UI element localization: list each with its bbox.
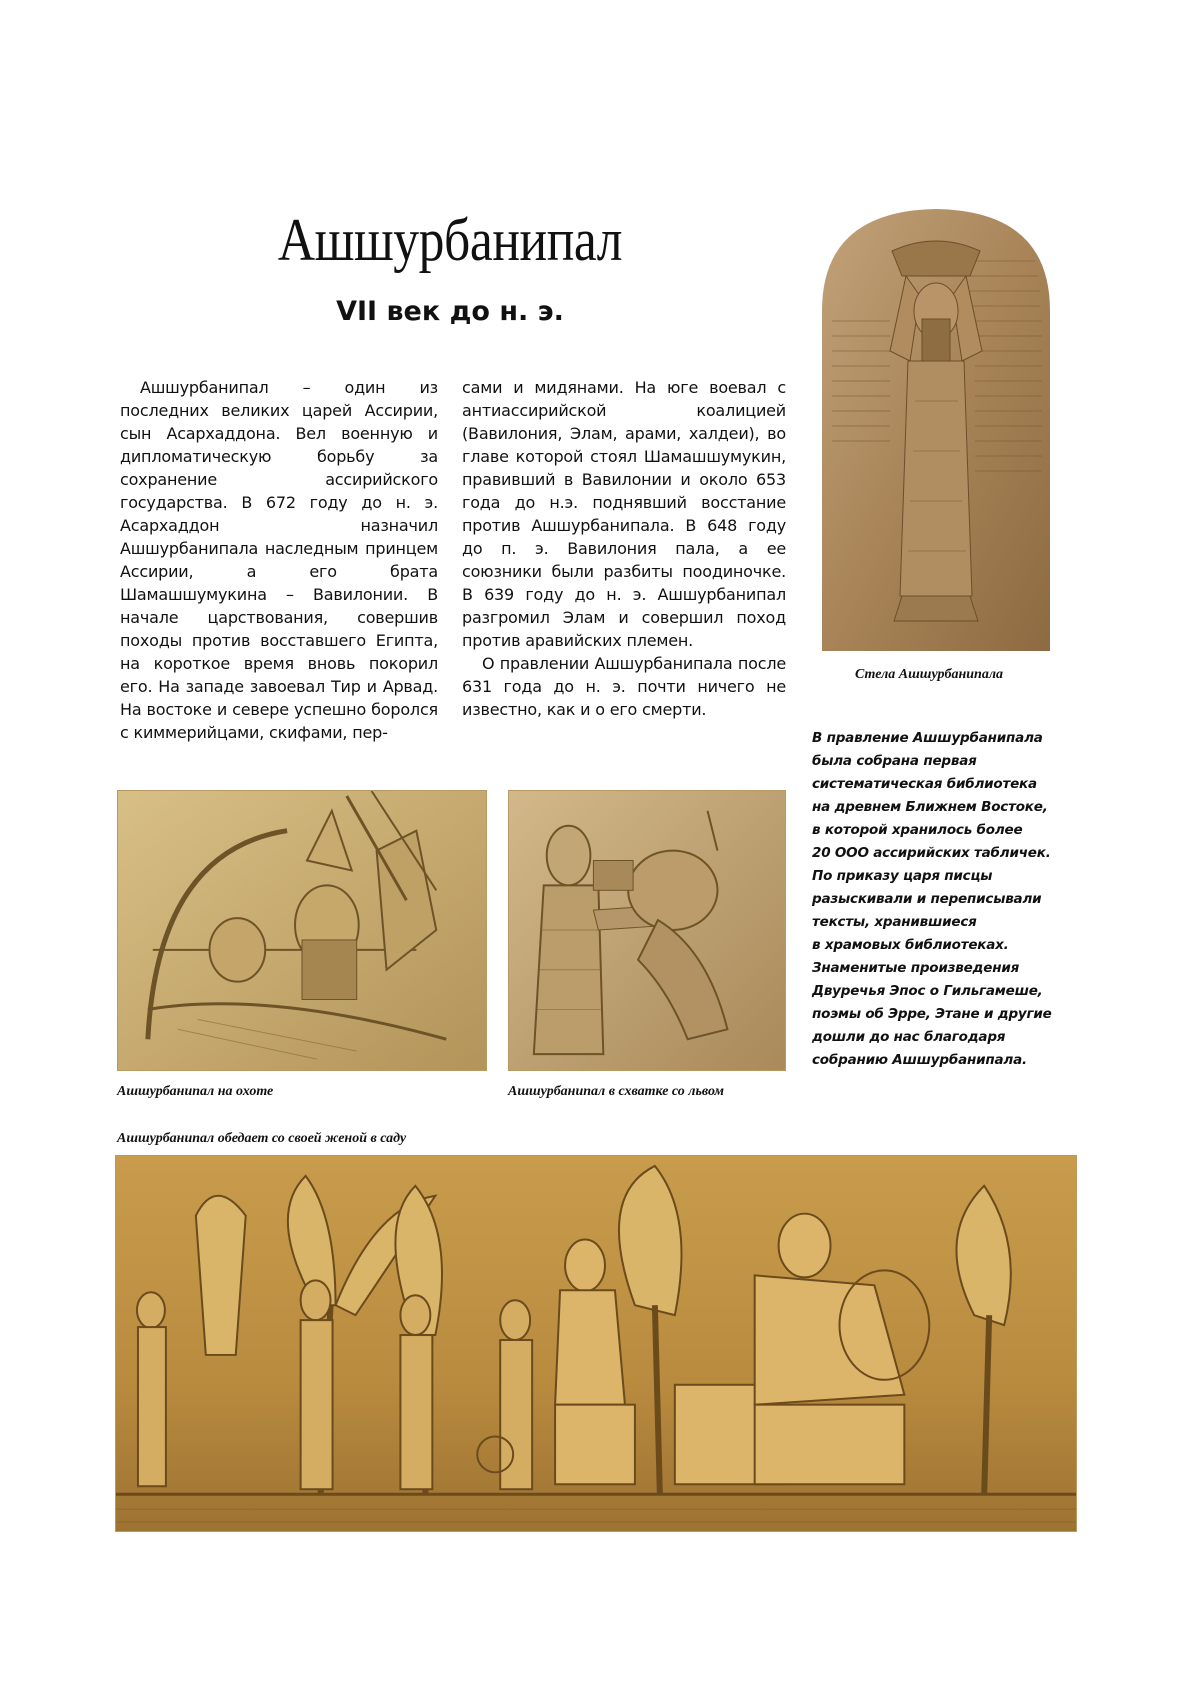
side-note-line: тексты, хранившиеся [812, 914, 977, 930]
side-note-line: на древнем Ближнем Востоке, [812, 799, 1048, 815]
side-note-line: собранию Ашшурбанипала. [812, 1052, 1027, 1068]
side-note-line: Знаменитые произведения [812, 960, 1020, 976]
side-note-line: дошли до нас благодаря [812, 1029, 1006, 1045]
garden-relief-image [115, 1155, 1077, 1532]
text-column-left [120, 376, 438, 744]
side-note-line: была собрана первая [812, 753, 977, 769]
body-paragraph: О правлении Ашшурбанипала после 631 года до н. э. почти ничего не известно, как и о его смерти. [462, 654, 786, 719]
side-note-line: В правление Ашшурбанипала [812, 730, 1043, 746]
side-note-line: поэмы об Эрре, Этане и другие [812, 1006, 1052, 1022]
side-note-line: систематическая библиотека [812, 776, 1037, 792]
side-note-line: 20 ООО ассирийских табличек. [812, 845, 1051, 861]
body-paragraph: сами и мидянами. На юге воевал с антиассирийской коалицией (Вавилония, Элам, арами, халдеи), во главе которой стоял Шамашшумукин, правивший в Вавилонии и около 653 года до н.э. поднявший восстание против Ашшурбанипала. В 648 году до п. э. Вавилония пала, а ее союзники были разбиты поодиночке. В 639 году до н. э. Ашшурбанипал разгромил Элам и совершил поход против аравийских племен. [462, 378, 786, 650]
side-note [812, 727, 1082, 1072]
lion-relief-image [508, 790, 786, 1071]
text-column-right [462, 376, 786, 721]
page-subtitle: VII век до н. э. [336, 296, 564, 327]
side-note-line: Двуречья Эпос о Гильгамеше, [812, 983, 1043, 999]
side-note-line: По приказу царя писцы [812, 868, 993, 884]
garden-caption: Ашшурбанипал обедает со своей женой в саду [117, 1131, 407, 1146]
body-paragraph: Ашшурбанипал – один из последних великих царей Ассирии, сын Асархаддона. Вел военную и дипломатическую борьбу за сохранение ассирийского государства. В 672 году до н. э. Асархаддон назначил Ашшурбанипала наследным принцем Ассирии, а его брата Шамашшумукина – Вавилонии. В начале царствования, совершив походы против восставшего Египта, на короткое время вновь покорил его. На западе завоевал Тир и Арвад. На востоке и севере успешно боролся с киммерийцами, скифами, пер- [120, 378, 438, 742]
side-note-line: в которой хранилось более [812, 822, 1023, 838]
hunt-caption: Ашшурбанипал на охоте [117, 1084, 274, 1099]
side-note-line: разыскивали и переписывали [812, 891, 1042, 907]
page-title: Ашшурбанипал [277, 207, 623, 273]
stele-caption: Стела Ашшурбанипала [855, 667, 1003, 682]
side-note-line: в храмовых библиотеках. [812, 937, 1009, 953]
lion-caption: Ашшурбанипал в схватке со львом [508, 1084, 725, 1099]
stele-image [810, 201, 1062, 651]
hunt-relief-image [117, 790, 487, 1071]
